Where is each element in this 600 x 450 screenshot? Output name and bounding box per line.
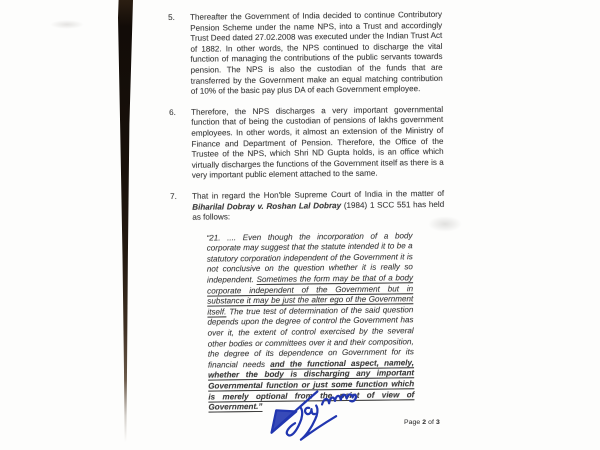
- text-segment: “21. .... Even though the incorporation of a body corporate may suggest that the statute intended it to be a statutory corporation independent of the Government it is not conclusive on the question whether it is really so independent.: [206, 230, 413, 285]
- text-segment: and the functional aspect, namely, whether the body is discharging any important Governmental function or just some function which is merely optional from the point of view of Government.”: [208, 358, 415, 412]
- paragraph-number: 7.: [170, 191, 177, 201]
- paragraph: [169, 105, 446, 182]
- document-body: [168, 10, 449, 414]
- paragraph: [170, 189, 446, 224]
- footer-separator: of: [428, 419, 435, 426]
- text-segment: Therefore, the NPS discharges a very important governmental function that of being the custodian of pensions of lakhs government employees. In other words, it almost an extension of the Ministry of Finance and Department of Pension. Therefore, the Office of the Trustee of the NPS, which Shri ND Gupta holds, is an office which virtually discharges the functions of the Government itself as there is a very important public element attached to the same.: [191, 104, 444, 181]
- page-footer: [404, 419, 440, 426]
- judgment-quote-block: [207, 231, 415, 413]
- signature-ink: [260, 388, 370, 442]
- paragraph-number: 6.: [169, 107, 176, 117]
- text-segment: The true test of determination of the said question depends upon the degree of control the Government has over it, the extent of control exercised by the several other bodies or committees over it and their composition, the degree of its dependence on Government for its financial needs: [207, 305, 414, 370]
- footer-prefix: Page: [404, 419, 421, 426]
- paragraph: [168, 10, 445, 98]
- paragraph-text: [190, 10, 443, 98]
- text-segment: (1984) 1 SCC 551 has held as follows:: [192, 199, 445, 222]
- scan-spine-edge: [118, 0, 133, 442]
- text-segment: Biharilal Dobray v. Roshan Lal Dobray: [192, 200, 342, 212]
- footer-total-pages: 3: [436, 419, 440, 426]
- scan-smudge: [50, 20, 84, 29]
- text-segment: Thereafter the Government of India decided to continue Contributory Pension Scheme under the name NPS, into a Trust and accordingly Trust Deed dated 27.02.2008 was executed under the Indian Trust Act of 1882. In other words, the NPS continued to discharge the vital function of managing the contributions of the public servants towards pension. The NPS is also the custodian of the funds that are transferred by the Government make an equal matching contribution of 10% of the basic pay plus DA of each Government employee.: [189, 9, 443, 96]
- paragraph-number: 5.: [168, 12, 175, 22]
- footer-page-number: 2: [422, 419, 427, 426]
- paragraph-text: [191, 105, 444, 182]
- text-segment: Sometimes the form may be that of a body corporate independent of the Government but in substance it may be just the alter ego of the Government itself.: [207, 273, 414, 317]
- text-segment: That in regard the Hon'ble Supreme Court of India in the matter of: [192, 188, 445, 201]
- paragraph-text: [192, 189, 444, 224]
- numbered-paragraphs: [168, 10, 446, 224]
